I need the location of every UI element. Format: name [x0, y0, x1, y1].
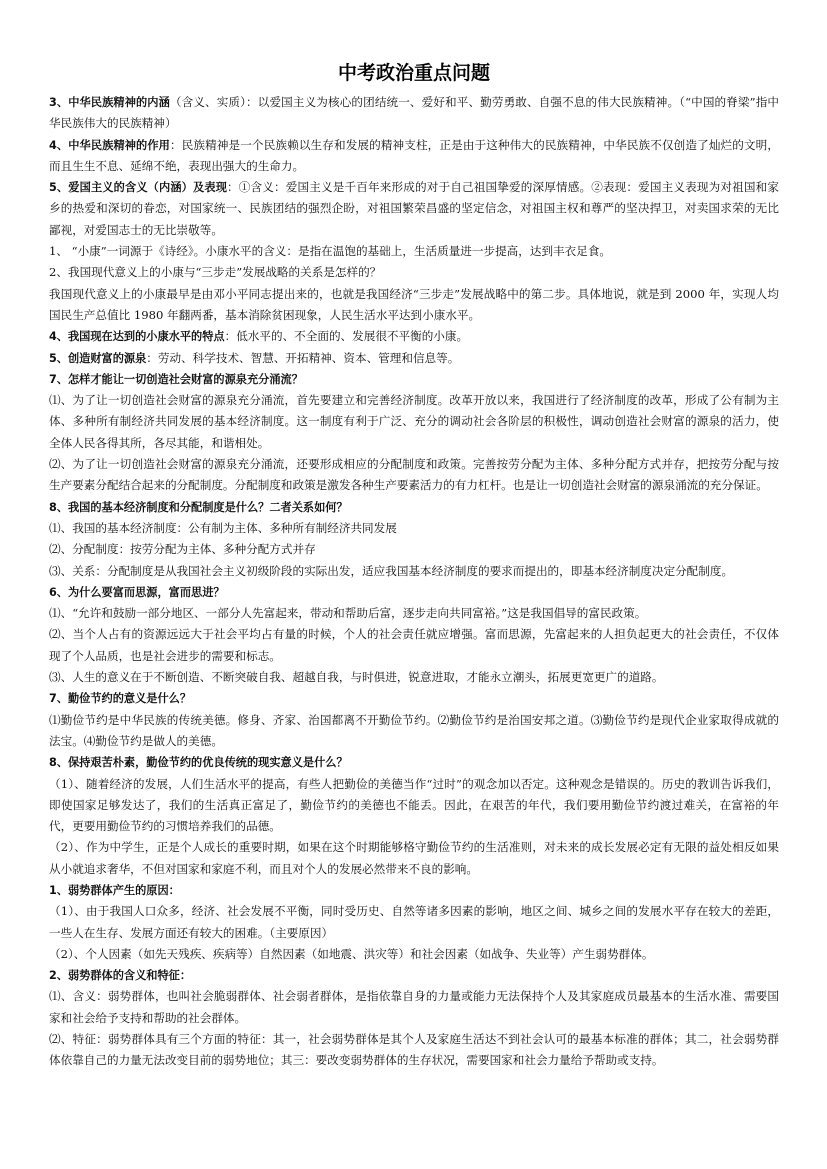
paragraph-text: （2）、个人因素（如先天残疾、疾病等）自然因素（如地震、洪灾等）和社会因素（如战争、失业等）产生弱势群体。 [49, 946, 654, 961]
paragraph-text: （1）、由于我国人口众多，经济、社会发展不平衡，同时受历史、自然等诸多因素的影响，地区之间、城乡之间的发展水平存在较大的差距，一些人在生存、发展方面还有较大的困难。（主要原因） [49, 904, 779, 940]
paragraph [49, 348, 779, 369]
paragraph-text: ：劳动、科学技术、智慧、开拓精神、资本、管理和信息等。 [146, 350, 460, 365]
paragraph [49, 986, 779, 1029]
paragraph [49, 944, 779, 965]
paragraph-text: ⑶、人生的意义在于不断创造、不断突破自我、超越自我，与时俱进，锐意进取，才能永立潮头，拓展更宽更广的道路。 [49, 670, 664, 685]
paragraph-heading: 4、中华民族精神的作用 [49, 138, 170, 152]
paragraph [49, 284, 779, 327]
paragraph [49, 177, 779, 241]
paragraph [49, 92, 779, 135]
paragraph [49, 390, 779, 454]
paragraph [49, 774, 779, 838]
paragraph [49, 710, 779, 753]
paragraph-heading: 5、创造财富的源泉 [49, 351, 147, 365]
paragraph-text: ⑵、特征：弱势群体具有三个方面的特征：其一，社会弱势群体是其个人及家庭生活达不到社会认可的最基本标准的群体；其二，社会弱势群体依靠自己的力量无法改变目前的弱势地位；其三：要改变弱势群体的生存状况，需要国家和社会力量给予帮助或支持。 [49, 1032, 779, 1068]
paragraph [49, 624, 779, 667]
paragraph-text: ⑴、“允许和鼓励一部分地区、一部分人先富起来，带动和帮助后富，逐步走向共同富裕。”这是我国倡导的富民政策。 [49, 606, 647, 621]
paragraph-text: ⑴、我国的基本经济制度：公有制为主体、多种所有制经济共同发展 [49, 520, 397, 535]
paragraph-text: （2）、作为中学生，正是个人成长的重要时期，如果在这个时期能够格守勤俭节约的生活准则，对未来的成长发展必定有无限的益处相反如果从小就追求奢华，不但对国家和家庭不利，而且对个人的发展必然带来不良的影响。 [49, 840, 779, 876]
document-body [49, 92, 779, 1072]
paragraph-text: ：①含义：爱国主义是千百年来形成的对于自己祖国挚爱的深厚情感。②表现：爱国主义表现为对祖国和家乡的热爱和深切的眷恋，对国家统一、民族团结的强烈企盼，对祖国繁荣昌盛的坚定信念，对祖国主权和尊严的坚决捍卫，对卖国求荣的无比鄙视，对爱国志士的无比崇敬等。 [49, 180, 779, 237]
document-page [49, 58, 779, 1072]
paragraph-heading: 7、勤俭节约的意义是什么？ [49, 692, 192, 706]
paragraph-text: ⑴、含义：弱势群体，也叫社会脆弱群体、社会弱者群体，是指依靠自身的力量或能力无法保持个人及其家庭成员最基本的生活水准、需要国家和社会给予支持和帮助的社会群体。 [49, 989, 779, 1025]
paragraph-heading: 3、中华民族精神的内涵 [49, 96, 170, 109]
paragraph-text: ：民族精神是一个民族赖以生存和发展的精神支柱，正是由于这种伟大的民族精神，中华民族不仅创造了灿烂的文明，而且生生不息、延绵不绝，表现出强大的生命力。 [49, 137, 779, 173]
paragraph-text: 1、 “小康”一词源于《诗经》。小康水平的含义：是指在温饱的基础上，生活质量进一步提高，达到丰衣足食。 [49, 244, 612, 259]
paragraph-text: （1）、随着经济的发展，人们生活水平的提高，有些人把勤俭的美德当作“过时”的观念加以否定。这种观念是错误的。历史的教训告诉我们，即使国家足够发达了，我们的生活真正富足了，勤俭节约的美德也不能丢。因此，在艰苦的年代，我们要用勤俭节约渡过难关，在富裕的年代，更要用勤俭节约的习惯培养我们的品德。 [49, 776, 779, 834]
paragraph-text: ⑵、当个人占有的资源远远大于社会平均占有量的时候，个人的社会责任就应增强。富而思源，先富起来的人担负起更大的社会责任，不仅体现了个人品质，也是社会进步的需要和标志。 [49, 627, 779, 663]
paragraph-text: ：低水平的、不全面的、发展很不平衡的小康。 [224, 329, 469, 344]
paragraph-text: ⑵、分配制度：按劳分配为主体、多种分配方式并存 [49, 542, 316, 557]
paragraph-text: ⑴、为了让一切创造社会财富的源泉充分涌流，首先要建立和完善经济制度。改革开放以来，我国进行了经济制度的改革，形成了公有制为主体、多种所有制经济共同发展的基本经济制度。这一制度有利于广泛、充分的调动社会各阶层的积极性，调动创造社会财富的源泉的活力，使全体人民各得其所，各尽其能，和谐相处。 [49, 393, 779, 450]
paragraph [49, 241, 779, 262]
paragraph-heading: 5、爱国主义的含义（内涵）及表现 [49, 181, 228, 195]
paragraph-text: （含义、实质）：以爱国主义为核心的团结统一、爱好和平、勤劳勇敢、自强不息的伟大民族精神。（“中国的脊梁”指中华民族伟大的民族精神） [49, 95, 779, 131]
paragraph [49, 1029, 779, 1072]
paragraph-text: 2、我国现代意义上的小康与“三步走”发展战略的关系是怎样的？ [49, 265, 382, 280]
paragraph [49, 135, 779, 178]
paragraph-text: 我国现代意义上的小康最早是由邓小平同志提出来的，也就是我国经济“三步走”发展战略中的第二步。具体地说，就是到 2000 年，实现人均国民生产总值比 1980 年翻两番，基本消除贫困现象，人民生活水平达到小康水平。 [49, 286, 779, 322]
paragraph [49, 369, 779, 390]
paragraph [49, 518, 779, 539]
paragraph [49, 901, 779, 944]
paragraph [49, 965, 779, 986]
paragraph-heading: 1、弱势群体产生的原因： [49, 883, 180, 897]
paragraph [49, 837, 779, 880]
paragraph-text: ⑵、为了让一切创造社会财富的源泉充分涌流，还要形成相应的分配制度和政策。完善按劳分配为主体、多种分配方式并存，把按劳分配与按生产要素分配结合起来的分配制度。分配制度和政策是激发各种生产要素活力的有力杠杆。也是让一切创造社会财富的源泉涌流的充分保证。 [49, 457, 779, 493]
paragraph-heading: 8、我国的基本经济制度和分配制度是什么？二者关系如何？ [49, 500, 348, 514]
paragraph [49, 539, 779, 560]
paragraph [49, 752, 779, 773]
paragraph [49, 561, 779, 582]
paragraph-heading: 6、为什么要富而思源，富而思进？ [49, 585, 225, 599]
paragraph [49, 880, 779, 901]
paragraph [49, 667, 779, 688]
paragraph-text: ⑶、关系：分配制度是从我国社会主义初级阶段的实际出发，适应我国基本经济制度的要求而提出的，即基本经济制度决定分配制度。 [49, 563, 734, 578]
paragraph-heading: 8、保持艰苦朴素，勤俭节约的优良传统的现实意义是什么？ [49, 756, 348, 770]
paragraph [49, 582, 779, 603]
paragraph-text: ⑴勤俭节约是中华民族的传统美德。修身、齐家、治国都离不开勤俭节约。⑵勤俭节约是治国安邦之道。⑶勤俭节约是现代企业家取得成就的法宝。⑷勤俭节约是做人的美德。 [49, 712, 779, 748]
paragraph [49, 688, 779, 709]
paragraph [49, 454, 779, 497]
paragraph-heading: 4、我国现在达到的小康水平的特点 [49, 330, 225, 344]
paragraph [49, 326, 779, 347]
paragraph [49, 603, 779, 624]
paragraph-heading: 7、怎样才能让一切创造社会财富的源泉充分涌流？ [49, 372, 303, 386]
paragraph-heading: 2、弱势群体的含义和特征： [49, 969, 192, 983]
page-title: 中考政治重点问题 [337, 62, 490, 84]
paragraph [49, 262, 779, 283]
paragraph [49, 497, 779, 518]
